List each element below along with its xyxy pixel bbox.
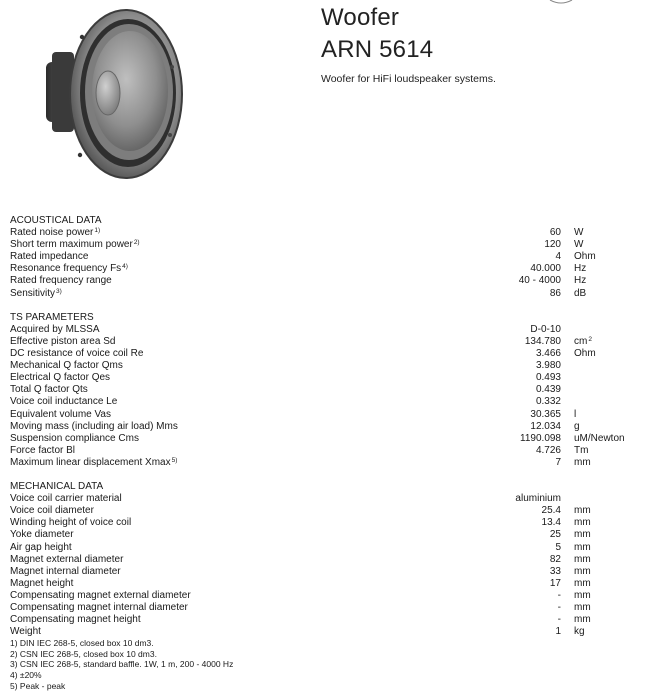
spec-value: 1	[555, 626, 561, 638]
spec-label-text: Rated impedance	[10, 251, 89, 263]
spec-label	[10, 421, 178, 433]
spec-label-text: Mechanical Q factor Qms	[10, 360, 123, 372]
spec-label	[10, 336, 115, 348]
spec-label-text: Force factor Bl	[10, 444, 76, 456]
spec-label-text: Weight	[10, 626, 41, 638]
spec-label-text: Voice coil inductance Le	[10, 396, 118, 408]
spec-label-text: Short term maximum power	[10, 239, 133, 251]
spec-row	[10, 626, 650, 638]
spec-label	[10, 602, 188, 614]
decorative-arc	[548, 0, 574, 4]
spec-unit-text: Tm	[574, 444, 589, 456]
spec-value: 3.466	[535, 348, 561, 360]
spec-label	[10, 542, 72, 554]
spec-unit-text: mm	[574, 565, 591, 577]
spec-unit	[574, 275, 586, 287]
spec-row	[10, 384, 650, 396]
spec-value: 134.780	[524, 335, 561, 347]
spec-unit	[574, 505, 591, 517]
spec-row	[10, 275, 650, 287]
footnote-ref: 5)	[171, 456, 178, 464]
spec-unit-text: Hz	[574, 275, 587, 287]
footnote-ref: 2)	[133, 239, 140, 247]
spec-unit-text: mm	[574, 517, 591, 529]
spec-row	[10, 239, 650, 251]
spec-value: 12.034	[530, 420, 561, 432]
spec-unit-text: W	[574, 239, 584, 251]
spec-unit	[574, 590, 591, 602]
spec-row	[10, 324, 650, 336]
spec-value: 30.365	[530, 408, 561, 420]
spec-value: 82	[549, 553, 561, 565]
spec-label	[10, 590, 191, 602]
spec-unit-text: W	[574, 227, 584, 239]
spec-unit-text: mm	[574, 602, 591, 613]
spec-unit-text: dB	[574, 287, 587, 299]
spec-value: 40 - 4000	[518, 275, 561, 287]
unit-exponent: 2	[588, 335, 592, 343]
spec-label-text: DC resistance of voice coil Re	[10, 348, 144, 360]
spec-label	[10, 409, 111, 421]
spec-value: 5	[555, 541, 561, 553]
spec-unit-text: l	[574, 408, 577, 420]
spec-unit-text: mm	[574, 529, 591, 541]
spec-value: -	[557, 589, 561, 601]
section-gap	[10, 300, 650, 312]
spec-value: 1190.098	[520, 432, 561, 444]
footnote-item: 4) ±20%	[10, 670, 42, 681]
section-gap	[10, 469, 650, 481]
spec-label-text: Suspension compliance Cms	[10, 432, 139, 444]
spec-unit	[574, 263, 586, 275]
spec-unit	[574, 409, 576, 421]
spec-label-text: Rated frequency range	[10, 275, 112, 287]
spec-value: 86	[549, 287, 561, 299]
spec-unit	[574, 336, 592, 348]
spec-row	[10, 493, 650, 505]
spec-row	[10, 433, 650, 445]
spec-label-text: Compensating magnet height	[10, 614, 141, 626]
footnote-item: 1) DIN IEC 268-5, closed box 10 dm3.	[10, 638, 154, 648]
spec-label-text: Magnet external diameter	[10, 553, 124, 565]
spec-label	[10, 614, 141, 626]
spec-label	[10, 529, 74, 541]
spec-label	[10, 348, 143, 360]
spec-unit	[574, 421, 580, 433]
spec-label-text: Yoke diameter	[10, 529, 74, 541]
spec-row	[10, 578, 650, 590]
spec-label-text: Electrical Q factor Qes	[10, 372, 111, 384]
spec-label	[10, 372, 110, 384]
spec-unit	[574, 517, 591, 529]
spec-label	[10, 554, 123, 566]
spec-label-text: Compensating magnet internal diameter	[10, 602, 188, 613]
spec-unit-text: mm	[574, 577, 591, 589]
footnote-item: 5) Peak - peak	[10, 680, 66, 691]
spec-label	[10, 227, 100, 239]
spec-label-text: Total Q factor Qts	[10, 384, 88, 396]
spec-label-text: Voice coil carrier material	[10, 493, 122, 505]
spec-value: 4.726	[535, 444, 561, 456]
spec-label	[10, 578, 73, 590]
spec-row	[10, 372, 650, 384]
spec-row	[10, 554, 650, 566]
spec-row	[10, 517, 650, 529]
spec-unit	[574, 445, 588, 457]
spec-label-text: Air gap height	[10, 541, 72, 553]
spec-row	[10, 409, 650, 421]
spec-unit	[574, 348, 596, 360]
spec-label	[10, 360, 123, 372]
spec-unit	[574, 251, 596, 263]
section-title-ts-parameters: TS PARAMETERS	[10, 311, 94, 323]
footnote-ref: 1)	[94, 227, 101, 235]
spec-label	[10, 324, 100, 336]
spec-row	[10, 421, 650, 433]
spec-value: 17	[549, 577, 561, 589]
spec-label-text: Effective piston area Sd	[10, 335, 116, 347]
spec-value: 7	[555, 456, 561, 468]
spec-label-text: Compensating magnet external diameter	[10, 589, 191, 601]
woofer-speaker-image	[44, 7, 184, 182]
spec-label-text: Magnet height	[10, 577, 74, 589]
spec-value: 33	[549, 565, 561, 577]
spec-row	[10, 445, 650, 457]
spec-row	[10, 251, 650, 263]
spec-label-text: Equivalent volume Vas	[10, 408, 111, 420]
spec-label-text: Magnet internal diameter	[10, 565, 121, 577]
spec-label-text: Sensitivity	[10, 287, 56, 299]
spec-label-text: Rated noise power	[10, 227, 94, 239]
spec-unit	[574, 529, 591, 541]
spec-unit-text: cm	[574, 335, 588, 347]
spec-unit	[574, 542, 591, 554]
spec-unit-text: mm	[574, 541, 591, 553]
spec-label	[10, 505, 94, 517]
section-title-acoustical-data: ACOUSTICAL DATA	[10, 215, 102, 226]
spec-unit-text: Ohm	[574, 348, 596, 360]
spec-row	[10, 590, 650, 602]
spec-value: -	[557, 602, 561, 613]
spec-row	[10, 227, 650, 239]
spec-row	[10, 602, 650, 614]
spec-label	[10, 493, 122, 505]
spec-label	[10, 445, 75, 457]
spec-row	[10, 566, 650, 578]
footnote-item: 2) CSN IEC 268-5, closed box 10 dm3.	[10, 648, 157, 659]
spec-value: 40.000	[530, 263, 561, 275]
spec-value: D-0-10	[530, 323, 561, 335]
spec-label-text: Voice coil diameter	[10, 505, 94, 517]
spec-row	[10, 348, 650, 360]
spec-unit-text: g	[574, 420, 580, 432]
spec-label	[10, 263, 128, 275]
spec-label	[10, 275, 112, 287]
spec-unit	[574, 433, 625, 445]
spec-row	[10, 288, 650, 300]
spec-label-text: Winding height of voice coil	[10, 517, 132, 529]
spec-row	[10, 360, 650, 372]
spec-value: -	[557, 614, 561, 626]
footnote-ref: 3)	[56, 287, 62, 295]
spec-value: 25	[549, 529, 561, 541]
spec-unit-text: mm	[574, 589, 591, 601]
footnote-ref: 4)	[122, 263, 128, 271]
section-title-mechanical-data: MECHANICAL DATA	[10, 481, 104, 493]
spec-label	[10, 251, 88, 263]
spec-label	[10, 566, 121, 578]
spec-unit	[574, 614, 591, 626]
spec-value: 60	[549, 227, 561, 239]
spec-row	[10, 529, 650, 541]
spec-unit-text: mm	[574, 505, 591, 517]
spec-unit	[574, 239, 583, 251]
spec-label-text: Moving mass (including air load) Mms	[10, 420, 178, 432]
spec-unit	[574, 288, 586, 300]
spec-unit-text: mm	[574, 456, 591, 468]
product-category-title: Woofer	[321, 4, 400, 31]
spec-row	[10, 396, 650, 408]
spec-value: 25.4	[541, 505, 561, 517]
spec-unit-text: Hz	[574, 263, 587, 275]
spec-label-text: Resonance frequency Fs	[10, 263, 122, 275]
product-description: Woofer for HiFi loudspeaker systems.	[321, 73, 496, 85]
spec-row	[10, 505, 650, 517]
spec-value: 0.493	[535, 372, 561, 384]
spec-row	[10, 614, 650, 626]
spec-unit	[574, 554, 591, 566]
spec-unit-text: mm	[574, 553, 591, 565]
product-model-title: ARN 5614	[321, 36, 434, 63]
spec-value: 0.439	[535, 384, 561, 396]
spec-value: 3.980	[535, 360, 561, 372]
spec-label	[10, 239, 140, 251]
spec-unit-text: mm	[574, 614, 591, 626]
spec-unit	[574, 227, 583, 239]
spec-value: 120	[544, 239, 561, 251]
spec-unit	[574, 566, 591, 578]
spec-row	[10, 457, 650, 469]
spec-value: 4	[555, 251, 561, 263]
spec-label	[10, 457, 177, 469]
footnotes	[10, 638, 233, 692]
spec-label-text: Acquired by MLSSA	[10, 323, 100, 335]
spec-label	[10, 517, 131, 529]
spec-value: 13.4	[541, 517, 561, 529]
spec-label	[10, 288, 62, 300]
spec-unit	[574, 457, 591, 469]
spec-unit-text: kg	[574, 626, 585, 638]
spec-value: 0.332	[535, 396, 561, 408]
spec-unit-text: Ohm	[574, 251, 596, 263]
spec-label	[10, 626, 41, 638]
spec-row	[10, 542, 650, 554]
spec-label	[10, 384, 88, 396]
spec-row	[10, 336, 650, 348]
spec-label	[10, 396, 117, 408]
spec-unit	[574, 626, 585, 638]
spec-unit	[574, 578, 591, 590]
spec-label	[10, 433, 139, 445]
spec-unit	[574, 602, 591, 614]
footnote-item: 3) CSN IEC 268-5, standard baffle. 1W, 1 m, 200 - 4000 Hz	[10, 659, 234, 670]
spec-table	[10, 215, 650, 638]
spec-label-text: Maximum linear displacement Xmax	[10, 456, 171, 468]
spec-unit-text: uM/Newton	[574, 432, 625, 444]
spec-value: aluminium	[515, 493, 561, 505]
spec-row	[10, 263, 650, 275]
